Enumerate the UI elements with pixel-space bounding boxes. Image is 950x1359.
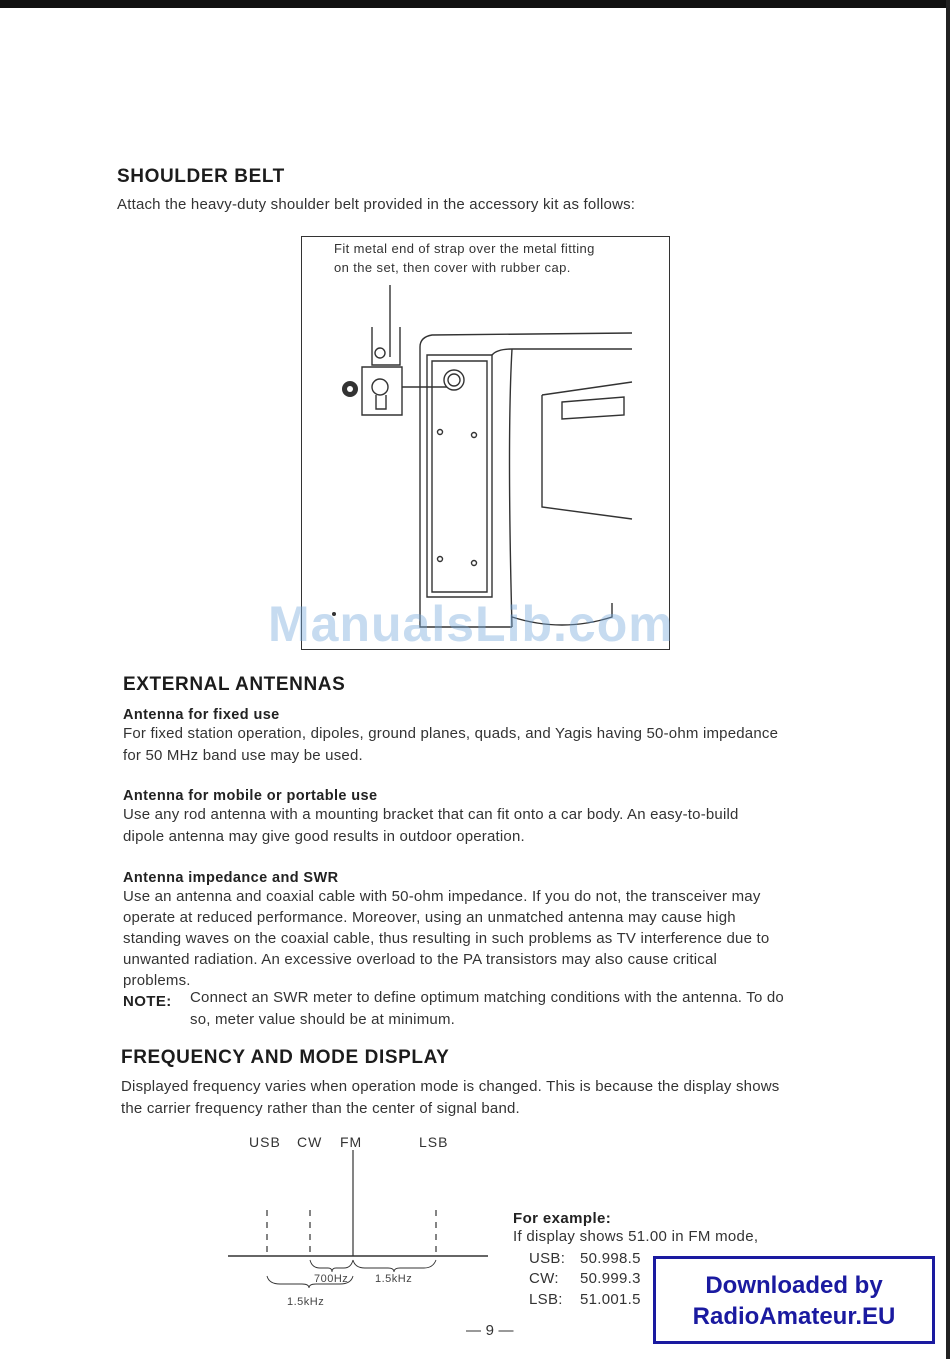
note-line1: Connect an SWR meter to define optimum matching conditions with the antenna. To do [190,989,784,1006]
frequency-display-heading: FREQUENCY AND MODE DISPLAY [121,1047,450,1068]
download-badge-line2: RadioAmateur.EU [692,1303,896,1330]
right-scan-edge [946,0,950,1359]
rubber-cap-icon [342,381,358,397]
shoulder-belt-figure [301,236,670,650]
swr-line4: unwanted radiation. An excessive overload to the PA transistors may also cause critical [123,951,718,968]
swr-line2: operate at reduced performance. Moreover, using an unmatched antenna may cause high [123,909,736,926]
manualslib-watermark: ManualsLib.com [268,596,674,652]
figure-caption-line1: Fit metal end of strap over the metal fitting [334,241,595,256]
mobile-antenna-title: Antenna for mobile or portable use [123,788,378,804]
example-intro: If display shows 51.00 in FM mode, [513,1228,759,1245]
swr-line5: problems. [123,972,191,989]
swr-title: Antenna impedance and SWR [123,870,339,886]
gap-1-5khz-label-right: 1.5kHz [375,1273,413,1285]
shoulder-belt-intro: Attach the heavy-duty shoulder belt provided in the accessory kit as follows: [117,196,636,213]
note-line2: so, meter value should be at minimum. [190,1011,456,1028]
mode-label-lsb: LSB [419,1134,449,1150]
top-scan-edge [0,0,950,8]
external-antennas-heading: EXTERNAL ANTENNAS [123,674,346,695]
radio-illustration [302,237,668,648]
example-cw-mode: CW: [529,1270,559,1287]
brace-1-5khz-right [353,1260,436,1272]
gap-700hz-label: 700Hz [314,1273,349,1285]
fixed-antenna-line1: For fixed station operation, dipoles, ground planes, quads, and Yagis having 50-ohm impedance [123,725,779,742]
swr-line1: Use an antenna and coaxial cable with 50-ohm impedance. If you do not, the transceiver may [123,888,761,905]
mobile-antenna-line1: Use any rod antenna with a mounting bracket that can fit onto a car body. An easy-to-build [123,806,739,823]
example-lsb-value: 51.001.5 [580,1291,641,1308]
mode-label-cw: CW [297,1134,323,1150]
download-badge [653,1256,935,1344]
swr-line3: standing waves on the coaxial cable, thus resulting in such problems as TV interference due to [123,930,770,947]
shoulder-belt-heading: SHOULDER BELT [117,166,285,187]
frequency-display-line2: the carrier frequency rather than the center of signal band. [121,1100,520,1117]
brace-700hz [310,1260,353,1272]
figure-caption-line2: on the set, then cover with rubber cap. [334,260,571,275]
fixed-antenna-title: Antenna for fixed use [123,707,280,723]
gap-1-5khz-label-left: 1.5kHz [287,1296,325,1308]
mode-label-fm: FM [340,1134,363,1150]
note-label: NOTE: [123,993,172,1010]
mobile-antenna-line2: dipole antenna may give good results in outdoor operation. [123,828,525,845]
mode-offset-diagram [220,1150,500,1320]
example-lsb-mode: LSB: [529,1291,563,1308]
example-cw-value: 50.999.3 [580,1270,641,1287]
example-title: For example: [513,1210,612,1227]
mode-label-usb: USB [249,1134,281,1150]
page-number: — 9 — [466,1322,514,1339]
example-usb-value: 50.998.5 [580,1250,641,1267]
fixed-antenna-line2: for 50 MHz band use may be used. [123,747,363,764]
frequency-display-line1: Displayed frequency varies when operation mode is changed. This is because the display shows [121,1078,780,1095]
example-usb-mode: USB: [529,1250,566,1267]
download-badge-line1: Downloaded by [705,1272,883,1299]
